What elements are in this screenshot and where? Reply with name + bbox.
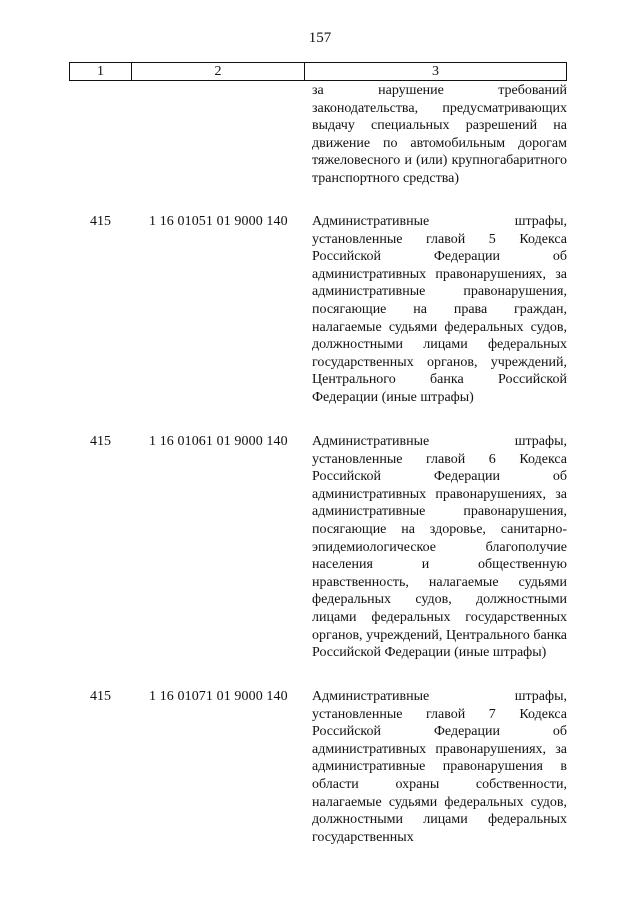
description-text: Административные штрафы, установленные главой 6 Кодекса Российской Федерации об административных правонарушениях, за административные правонарушения, посягающие на здоровье, санитарно-эпидемиологическое благополучие населения и общественную нравственность, налагаемые судьями федеральных судов, должностными лицами федеральных государственных органов, учреждений, Центрального банка Российской Федерации (иные штрафы) (312, 434, 567, 661)
table-header-col-2: 2 (132, 63, 305, 80)
description-text: Административные штрафы, установленные главой 7 Кодекса Российской Федерации об административных правонарушениях, за административные правонарушения в области охраны собственности, налагаемые судьями федеральных судов, должностными лицами федеральных государственных (312, 689, 567, 845)
kbk-code: 1 16 01051 01 9000 140 (149, 214, 288, 229)
description-text: Административные штрафы, установленные главой 5 Кодекса Российской Федерации об административных правонарушениях, за административные правонарушения, посягающие на права граждан, налагаемые судьями федеральных судов, должностными лицами федеральных государственных органов, учреждений, Центрального банка Российской Федерации (иные штрафы) (312, 214, 567, 405)
kbk-code: 1 16 01071 01 9000 140 (149, 689, 288, 704)
table-row (0, 433, 640, 663)
admin-code: 415 (90, 434, 111, 449)
carry-over-text: за нарушение требований законодательства, предусматривающих выдачу специальных разрешений на движение по автомобильным дорогам тяжеловесного и (или) крупногабаритного транспортного средства) (312, 83, 567, 186)
description-cell (312, 688, 567, 846)
table-header-col-1: 1 (70, 63, 132, 80)
carry-over-cell (312, 82, 567, 188)
admin-code: 415 (90, 214, 111, 229)
description-cell (312, 213, 567, 407)
table-row (0, 688, 640, 918)
page-number: 157 (308, 30, 332, 46)
table-header (69, 62, 567, 81)
admin-code: 415 (90, 689, 111, 704)
description-cell (312, 433, 567, 662)
kbk-code: 1 16 01061 01 9000 140 (149, 434, 288, 449)
table-header-col-3: 3 (432, 63, 439, 79)
table-row (0, 213, 640, 443)
